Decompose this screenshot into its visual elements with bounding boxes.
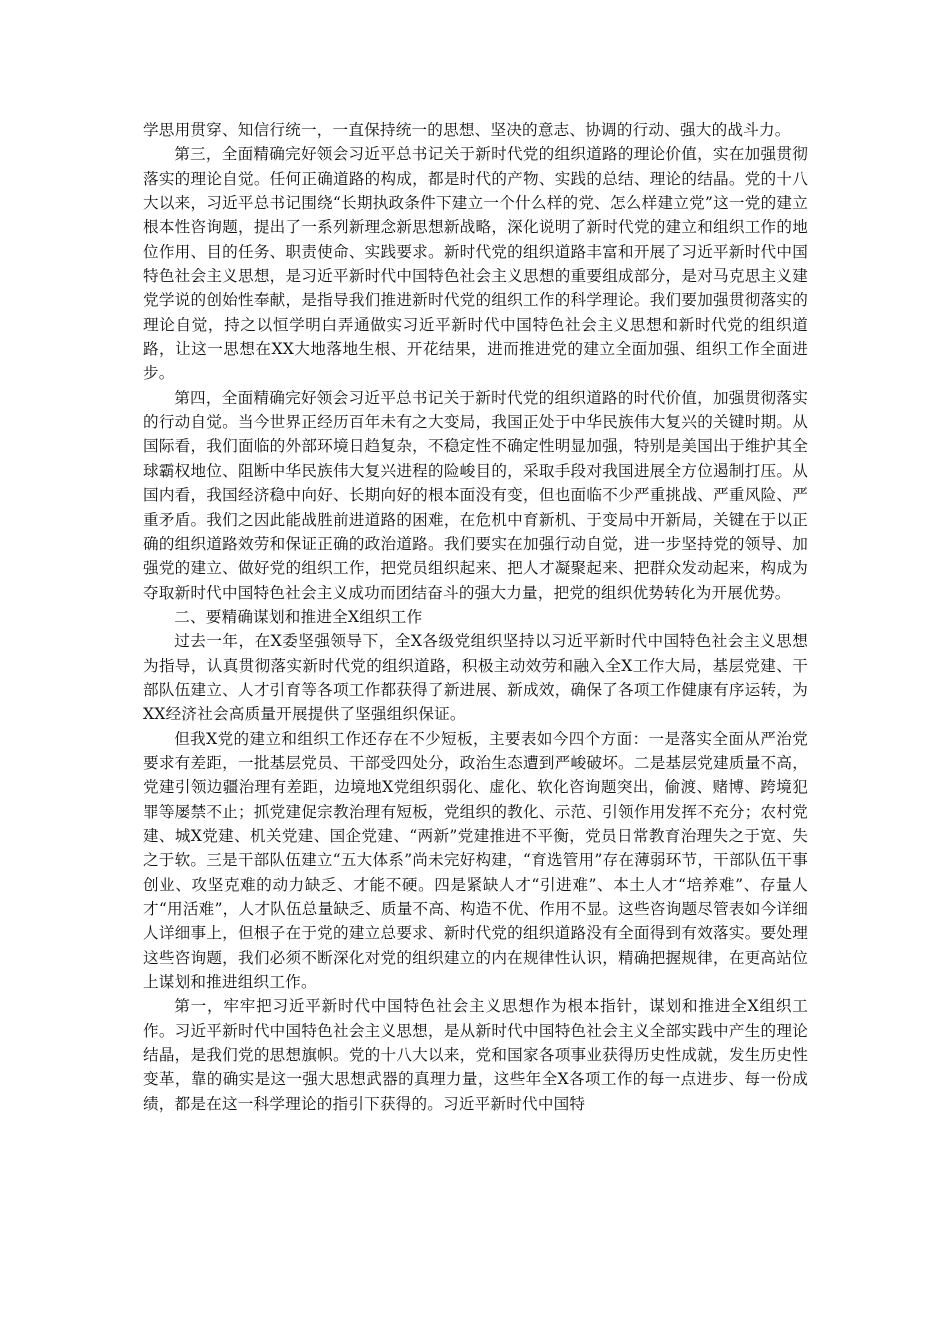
paragraph-7: 第一，牢牢把习近平新时代中国特色社会主义思想作为根本指针，谋划和推进全X组织工作。习近平新时代中国特色社会主义思想，是从新时代中国特色社会主义全部实践中产生的理论结晶，是我们党的思想旗帜。党的十八大以来，党和国家各项事业获得历史性成就，发生历史性变革，靠的确实是这一强大思想武器的真理力量，这些年全X各项工作的每一点进步、每一份成绩，都是在这一科学理论的指引下获得的。习近平新时代中国特: [143, 997, 808, 1113]
paragraph-3: 第四，全面精确完好领会习近平总书记关于新时代党的组织道路的时代价值，加强贯彻落实的行动自觉。当今世界正经历百年未有之大变局，我国正处于中华民族伟大复兴的关键时期。从国际看，我们面临的外部环境日趋复杂，不稳定性不确定性明显加强，特别是美国出于维护其全球霸权地位、阻断中华民族伟大复兴进程的险峻目的，采取手段对我国进展全方位遏制打压。从国内看，我国经济稳中向好、长期向好的根本面没有变，但也面临不少严重挑战、严重风险、严重矛盾。我们之因此能战胜前进道路的困难，在危机中育新机、于变局中开新局，关键在于以正确的组织道路效劳和保证正确的政治道路。我们要实在加强行动自觉，进一步坚持党的领导、加强党的建立、做好党的组织工作，把党员组织起来、把人才凝聚起来、把群众发动起来，构成为夺取新时代中国特色社会主义成功而团结奋斗的强大力量，把党的组织优势转化为开展优势。: [143, 388, 808, 602]
paragraph-2: 第三，全面精确完好领会习近平总书记关于新时代党的组织道路的理论价值，实在加强贯彻落实的理论自觉。任何正确道路的构成，都是时代的产物、实践的总结、理论的结晶。党的十八大以来，习近平总书记围绕“长期执政条件下建立一个什么样的党、怎么样建立党”这一党的建立根本性咨询题，提出了一系列新理念新思想新战略，深化说明了新时代党的建立和组织工作的地位作用、目的任务、职责使命、实践要求。新时代党的组织道路丰富和开展了习近平新时代中国特色社会主义思想，是习近平新时代中国特色社会主义思想的重要组成部分，是对马克思主义建党学说的创始性奉献，是指导我们推进新时代党的组织工作的科学理论。我们要加强贯彻落实的理论自觉，持之以恒学明白弄通做实习近平新时代中国特色社会主义思想和新时代党的组织道路，让这一思想在XX大地落地生根、开花结果，进而推进党的建立全面加强、组织工作全面进步。: [143, 145, 808, 383]
paragraph-1: 学思用贯穿、知信行统一，一直保持统一的思想、坚决的意志、协调的行动、强大的战斗力。: [143, 121, 791, 139]
section-heading: 二、要精确谋划和推进全X组织工作: [174, 607, 423, 626]
paragraph-6: 但我X党的建立和组织工作还存在不少短板，主要表如今四个方面：一是落实全面从严治党要求有差距，一批基层党员、干部受四处分，政治生态遭到严峻破坏。二是基层党建质量不高，党建引领边疆治理有差距，边境地X党组织弱化、虚化、软化咨询题突出，偷渡、赌博、跨境犯罪等屡禁不止；抓党建促宗教治理有短板，党组织的教化、示范、引领作用发挥不充分；农村党建、城X党建、机关党建、国企党建、“两新”党建推进不平衡，党员日常教育治理失之于宽、失之于软。三是干部队伍建立“五大体系”尚未完好构建，“育选管用”存在薄弱环节，干部队伍干事创业、攻坚克难的动力缺乏、才能不硬。四是紧缺人才“引进难”、本土人才“培养难”、存量人才“用活难”，人才队伍总量缺乏、质量不高、构造不优、作用不显。这些咨询题尽管表如今详细人详细事上，但根子在于党的建立总要求、新时代党的组织道路没有全面得到有效落实。要处理这些咨询题，我们必须不断深化对党的组织建立的内在规律性认识，精确把握规律，在更高站位上谋划和推进组织工作。: [143, 729, 808, 992]
document-page: [143, 118, 808, 1116]
paragraph-5: 过去一年，在X委坚强领导下，全X各级党组织坚持以习近平新时代中国特色社会主义思想为指导，认真贯彻落实新时代党的组织道路，积极主动效劳和融入全X工作大局，基层党建、干部队伍建立、人才引育等各项工作都获得了新进展、新成效，确保了各项工作健康有序运转，为XX经济社会高质量开展提供了坚强组织保证。: [143, 632, 808, 724]
